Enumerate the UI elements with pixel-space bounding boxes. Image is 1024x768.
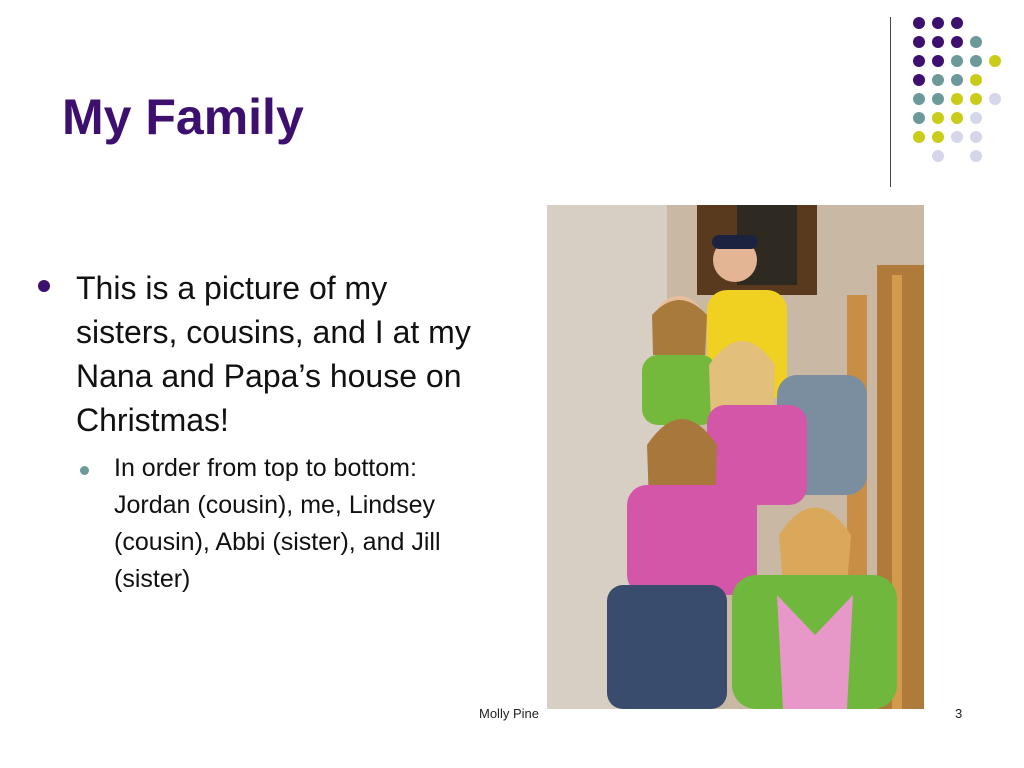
dot xyxy=(932,93,944,105)
dot xyxy=(951,55,963,67)
dot xyxy=(970,74,982,86)
dot xyxy=(951,17,963,29)
dot xyxy=(951,93,963,105)
dot xyxy=(932,112,944,124)
dot xyxy=(913,55,925,67)
dot xyxy=(913,131,925,143)
dot xyxy=(970,131,982,143)
dot xyxy=(913,74,925,86)
page-number: 3 xyxy=(955,706,963,721)
dot xyxy=(970,93,982,105)
sub-bullet-icon xyxy=(80,466,89,475)
dot xyxy=(932,131,944,143)
dot xyxy=(913,17,925,29)
footer-author: Molly Pine xyxy=(479,706,539,721)
dot xyxy=(951,112,963,124)
decorative-dot-grid xyxy=(0,0,1024,200)
sub-bullet-text: In order from top to bottom: Jordan (cousin), me, Lindsey (cousin), Abbi (sister), and Jill (sister) xyxy=(114,454,448,593)
family-photo-illustration xyxy=(547,205,924,709)
dot xyxy=(989,93,1001,105)
dot xyxy=(951,36,963,48)
divider-line xyxy=(890,17,891,187)
family-photo xyxy=(547,205,924,709)
dot xyxy=(932,55,944,67)
dot xyxy=(913,93,925,105)
dot xyxy=(970,55,982,67)
dot xyxy=(932,74,944,86)
dot xyxy=(970,112,982,124)
dot xyxy=(970,36,982,48)
dot xyxy=(951,74,963,86)
dot xyxy=(989,55,1001,67)
dot xyxy=(932,36,944,48)
dot xyxy=(970,150,982,162)
dot xyxy=(913,36,925,48)
slide-title: My Family xyxy=(62,89,304,145)
main-bullet-text: This is a picture of my sisters, cousins, and I at my Nana and Papa’s house on Christmas! xyxy=(76,270,471,438)
bullet-icon xyxy=(38,280,50,292)
dot xyxy=(913,112,925,124)
dot xyxy=(951,131,963,143)
dot xyxy=(932,17,944,29)
dot xyxy=(932,150,944,162)
